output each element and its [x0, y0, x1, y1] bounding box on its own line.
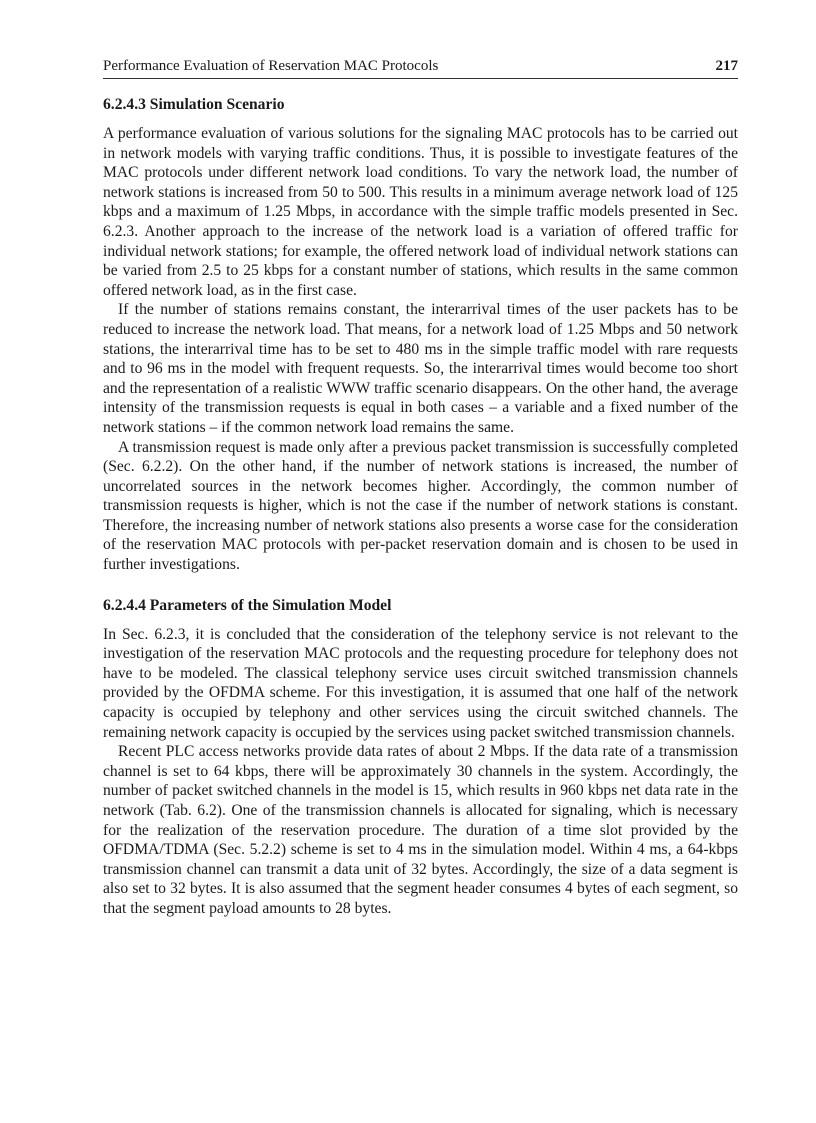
section-simulation-parameters [103, 596, 738, 919]
paragraph: If the number of stations remains constant, the interarrival times of the user packets has to be reduced to increase the network load. That means, for a network load of 1.25 Mbps and 50 network stations, the interarrival time has to be set to 480 ms in the simple traffic model with rare requests and to 96 ms in the model with frequent requests. So, the interarrival times would become too short and the representation of a realistic WWW traffic scenario disappears. On the other hand, the average intensity of the transmission requests is equal in both cases – a variable and a fixed number of the network stations – if the common network load remains the same. [103, 301, 738, 436]
running-header [103, 56, 738, 79]
book-page [103, 56, 738, 919]
paragraph: Recent PLC access networks provide data rates of about 2 Mbps. If the data rate of a transmission channel is set to 64 kbps, there will be approximately 30 channels in the system. Accordingly, the number of packet switched channels in the model is 15, which results in 960 kbps net data rate in the network (Tab. 6.2). One of the transmission channels is allocated for signaling, which is necessary for the realization of the reservation procedure. The duration of a time slot provided by the OFDMA/TDMA (Sec. 5.2.2) scheme is set to 4 ms in the simulation model. Within 4 ms, a 64-kbps transmission channel can transmit a data unit of 32 bytes. Accordingly, the size of a data segment is also set to 32 bytes. It is also assumed that the segment header consumes 4 bytes of each segment, so that the segment payload amounts to 28 bytes. [103, 743, 738, 917]
section-heading: 6.2.4.4 Parameters of the Simulation Model [103, 596, 392, 614]
paragraph: A transmission request is made only after a previous packet transmission is successfully completed (Sec. 6.2.2). On the other hand, if the number of network stations is increased, the number of uncorrelated sources in the network becomes higher. Accordingly, the common number of transmission requests is higher, which is not the case if the number of network stations is constant. Therefore, the increasing number of network stations also presents a worse case for the consideration of the reservation MAC protocols with per-packet reservation domain and is chosen to be used in further investigations. [103, 438, 738, 574]
paragraph: A performance evaluation of various solutions for the signaling MAC protocols has to be carried out in network models with varying traffic conditions. Thus, it is possible to investigate features of the MAC protocols under different network load conditions. To vary the network load, the number of network stations is increased from 50 to 500. This results in a minimum average network load of 125 kbps and a maximum of 1.25 Mbps, in accordance with the simple traffic models presented in Sec. 6.2.3. Another approach to the increase of the network load is a variation of offered traffic for individual network stations; for example, the offered network load of individual network stations can be varied from 2.5 to 25 kbps for a constant number of stations, which results in the same common offered network load, as in the first case. [103, 125, 738, 299]
section-heading: 6.2.4.3 Simulation Scenario [103, 96, 285, 113]
running-title: Performance Evaluation of Reservation MAC Protocols [103, 58, 439, 74]
section-simulation-scenario [103, 95, 738, 575]
paragraph: In Sec. 6.2.3, it is concluded that the consideration of the telephony service is not relevant to the investigation of the reservation MAC protocols and the requesting procedure for telephony does not have to be modeled. The classical telephony service uses circuit switched transmission channels provided by the OFDMA scheme. For this investigation, it is assumed that one half of the network capacity is occupied by telephony and other services using the circuit switched channels. The remaining network capacity is occupied by the services using packet switched transmission channels. [103, 625, 738, 741]
page-number: 217 [715, 58, 738, 74]
